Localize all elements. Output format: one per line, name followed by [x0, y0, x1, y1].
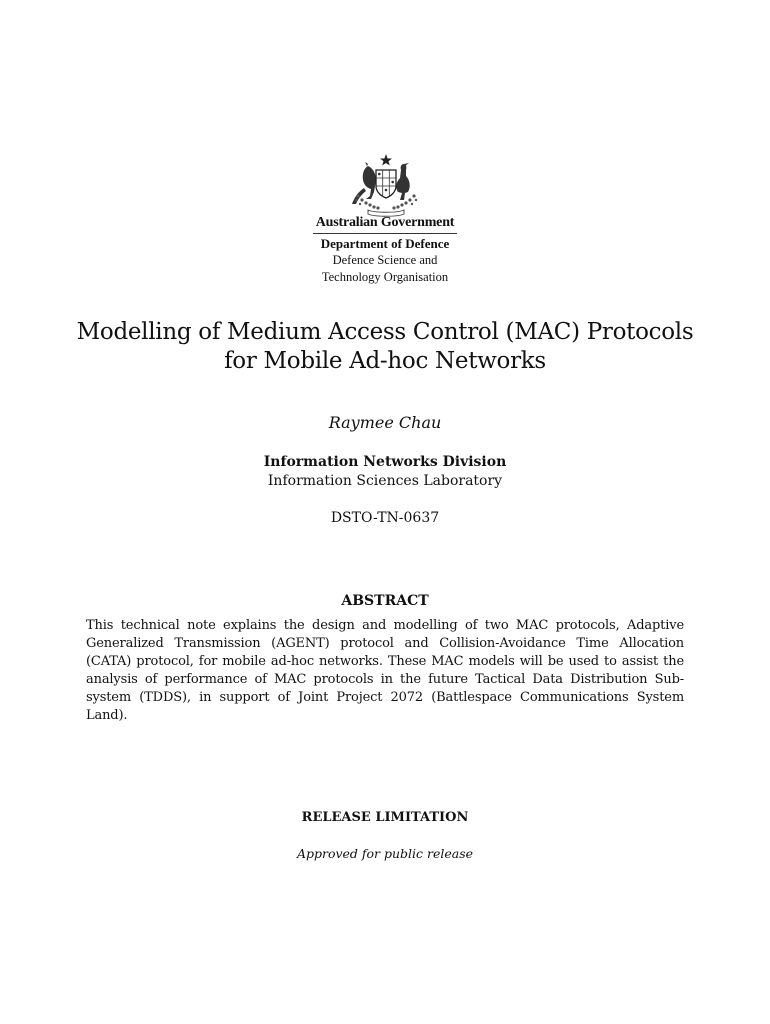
report-number: DSTO-TN-0637 — [330, 510, 440, 526]
organisation-divider — [313, 233, 457, 234]
agency-name-line2: Technology Organisation — [321, 270, 449, 284]
document-title — [40, 318, 730, 376]
agency-name-line1: Defence Science and — [332, 253, 438, 267]
government-name: Australian Government — [315, 215, 455, 230]
abstract-text: This technical note explains the design and modelling of two MAC protocols, Adaptive Generalized Transmission (AGENT) protocol and Collision-Avoidance Time Allocation (CATA) protocol, for mobile ad-hoc networks. These MAC models will be used to assist the analysis of performance of MAC protocols in the future Tactical Data Distribution Sub-system (TDDS), in support of Joint Project 2072 (Battlespace Communications System Land). — [86, 618, 684, 723]
coat-of-arms-icon — [338, 152, 434, 218]
document-title-line1: Modelling of Medium Access Control (MAC) Protocols — [76, 319, 694, 345]
release-limitation-heading: RELEASE LIMITATION — [301, 810, 469, 825]
author-name: Raymee Chau — [328, 413, 442, 432]
department-name: Department of Defence — [320, 236, 450, 251]
document-title-line2: for Mobile Ad-hoc Networks — [224, 348, 546, 374]
release-note: Approved for public release — [296, 846, 474, 861]
division-name: Information Networks Division — [263, 454, 507, 470]
abstract-heading: ABSTRACT — [341, 593, 429, 609]
laboratory-name: Information Sciences Laboratory — [267, 473, 503, 489]
organisation-block — [300, 214, 470, 286]
